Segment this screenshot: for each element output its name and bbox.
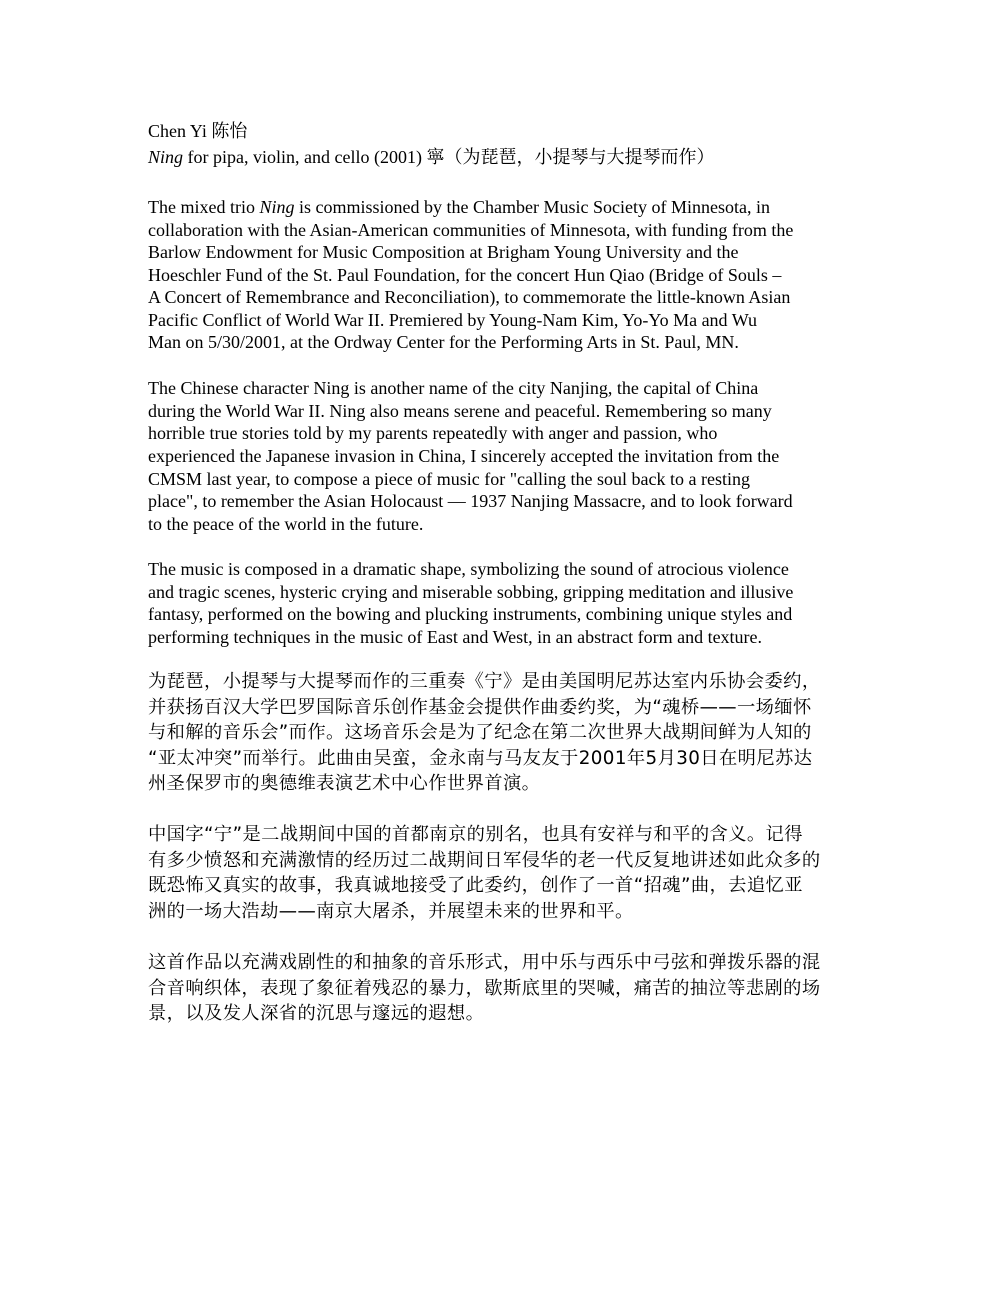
paragraph-line: The Chinese character Ning is another name of the city Nanjing, the capital of China: [148, 378, 759, 398]
paragraph-line: during the World War II. Ning also means serene and peaceful. Remembering so many: [148, 401, 772, 421]
paragraph-line: horrible true stories told by my parents repeatedly with anger and passion, who: [148, 423, 718, 443]
paragraph-line: 洲的一场大浩劫——南京大屠杀，并展望未来的世界和平。: [148, 901, 634, 922]
paragraph-line: The mixed trio Ning is commissioned by the Chamber Music Society of Minnesota, in: [148, 197, 770, 217]
paragraph-line: collaboration with the Asian-American communities of Minnesota, with funding from the: [148, 220, 794, 240]
paragraph-line: 合音响织体，表现了象征着残忍的暴力，歇斯底里的哭喊，痛苦的抽泣等悲剧的场: [148, 978, 821, 999]
paragraph-line: and tragic scenes, hysteric crying and miserable sobbing, gripping meditation and illusive: [148, 582, 794, 602]
paragraph-line: “亚太冲突”而举行。此曲由吴蛮，金永南与马友友于2001年5月30日在明尼苏达: [148, 748, 813, 769]
paragraph-line: 州圣保罗市的奥德维表演艺术中心作世界首演。: [148, 773, 541, 794]
paragraph-line: to the peace of the world in the future.: [148, 514, 424, 534]
paragraph-line: Pacific Conflict of World War II. Premiered by Young-Nam Kim, Yo-Yo Ma and Wu: [148, 310, 758, 330]
work-title-italic: Ning: [148, 147, 184, 167]
paragraph-line: 既恐怖又真实的故事，我真诚地接受了此委约，创作了一首“招魂”曲，去追忆亚: [148, 875, 803, 896]
paragraph-line: 并获扬百汉大学巴罗国际音乐创作基金会提供作曲委约奖，为“魂桥——一场缅怀: [148, 697, 812, 718]
paragraph-line: Man on 5/30/2001, at the Ordway Center for the Performing Arts in St. Paul, MN.: [148, 332, 739, 352]
paragraph-line: 这首作品以充满戏剧性的和抽象的音乐形式，用中乐与西乐中弓弦和弹拨乐器的混: [148, 952, 821, 973]
paragraph-line: 景，以及发人深省的沉思与邃远的遐想。: [148, 1003, 485, 1024]
paragraph-line: 有多少愤怒和充满激情的经历过二战期间日军侵华的老一代反复地讲述如此众多的: [148, 850, 821, 871]
paragraph-line: 为琵琶，小提琴与大提琴而作的三重奏《宁》是由美国明尼苏达室内乐协会委约，: [148, 671, 821, 692]
paragraph-line: 与和解的音乐会”而作。这场音乐会是为了纪念在第二次世界大战期间鲜为人知的: [148, 722, 812, 743]
paragraph-line: CMSM last year, to compose a piece of music for "calling the soul back to a resting: [148, 469, 750, 489]
paragraph-line: experienced the Japanese invasion in China, I sincerely accepted the invitation from the: [148, 446, 780, 466]
paragraph-line: A Concert of Remembrance and Reconciliation), to commemorate the little-known Asian: [148, 287, 791, 307]
work-title-rest: for pipa, violin, and cello (2001) 寧（为琵琶，小提琴与大提琴而作）: [183, 147, 715, 167]
work-title: [148, 146, 714, 168]
work-title-italic: Ning: [259, 197, 295, 217]
paragraph-line: Barlow Endowment for Music Composition at Brigham Young University and the: [148, 242, 739, 262]
paragraph-line: performing techniques in the music of East and West, in an abstract form and texture.: [148, 627, 763, 647]
paragraph-line: fantasy, performed on the bowing and plucking instruments, combining unique styles and: [148, 604, 793, 624]
paragraph-line: The music is composed in a dramatic shape, symbolizing the sound of atrocious violence: [148, 559, 789, 579]
paragraph-line: Hoeschler Fund of the St. Paul Foundation, for the concert Hun Qiao (Bridge of Souls –: [148, 265, 782, 285]
paragraph-line: 中国字“宁”是二战期间中国的首都南京的别名，也具有安祥与和平的含义。记得: [148, 824, 803, 845]
paragraph-line: place", to remember the Asian Holocaust — 1937 Nanjing Massacre, and to look forward: [148, 491, 793, 511]
composer-name: Chen Yi 陈怡: [148, 121, 248, 141]
